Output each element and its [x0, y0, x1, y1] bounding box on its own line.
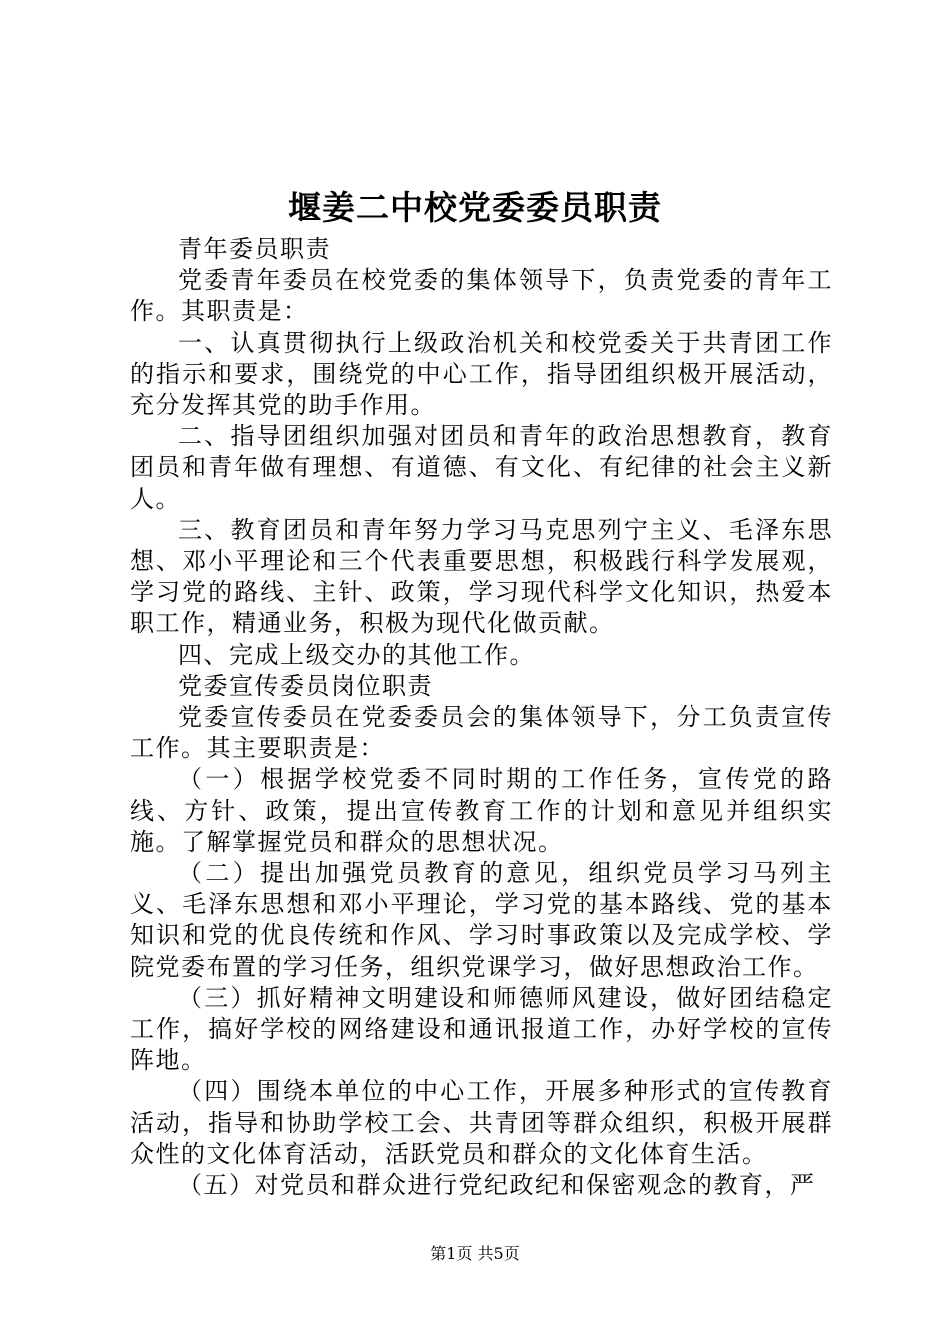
paragraph: 三、教育团员和青年努力学习马克思列宁主义、毛泽东思想、邓小平理论和三个代表重要思想，积极践行科学发展观，学习党的路线、主针、政策，学习现代科学文化知识，热爱本职工作，精通业务，积极为现代化做贡献。 — [130, 515, 833, 638]
section-heading-youth: 青年委员职责 — [178, 235, 331, 263]
paragraph: （五）对党员和群众进行党纪政纪和保密观念的教育，严 — [178, 1171, 816, 1200]
paragraph: （一）根据学校党委不同时期的工作任务，宣传党的路线、方针、政策，提出宣传教育工作的计划和意见并组织实施。了解掌握党员和群众的思想状况。 — [130, 765, 833, 856]
paragraph: （二）提出加强党员教育的意见，组织党员学习马列主义、毛泽东思想和邓小平理论，学习党的基本路线、党的基本知识和党的优良传统和作风、学习时事政策以及完成学校、学院党委布置的学习任务，组织党课学习，做好思想政治工作。 — [130, 859, 833, 981]
paragraph: 一、认真贯彻执行上级政治机关和校党委关于共青团工作的指示和要求，围绕党的中心工作，指导团组织极开展活动，充分发挥其党的助手作用。 — [130, 328, 833, 420]
document-body — [130, 234, 833, 1201]
paragraph: 党委宣传委员在党委委员会的集体领导下，分工负责宣传工作。其主要职责是： — [130, 703, 833, 763]
paragraph: 四、完成上级交办的其他工作。 — [178, 640, 535, 669]
paragraph: 二、指导团组织加强对团员和青年的政治思想教育，教育团员和青年做有理想、有道德、有文化、有纪律的社会主义新人。 — [130, 422, 833, 513]
paragraph: 党委青年委员在校党委的集体领导下，负责党委的青年工作。其职责是： — [130, 266, 833, 326]
paragraph: （四）围绕本单位的中心工作，开展多种形式的宣传教育活动，指导和协助学校工会、共青团等群众组织，积极开展群众性的文化体育活动，活跃党员和群众的文化体育生活。 — [130, 1077, 833, 1168]
page-footer: 第1页 共5页 — [430, 1244, 520, 1263]
document-title: 堰姜二中校党委委员职责 — [288, 188, 662, 227]
section-heading-propaganda: 党委宣传委员岗位职责 — [178, 671, 433, 700]
paragraph: （三）抓好精神文明建设和师德师风建设，做好团结稳定工作，搞好学校的网络建设和通讯报道工作，办好学校的宣传阵地。 — [130, 983, 833, 1075]
